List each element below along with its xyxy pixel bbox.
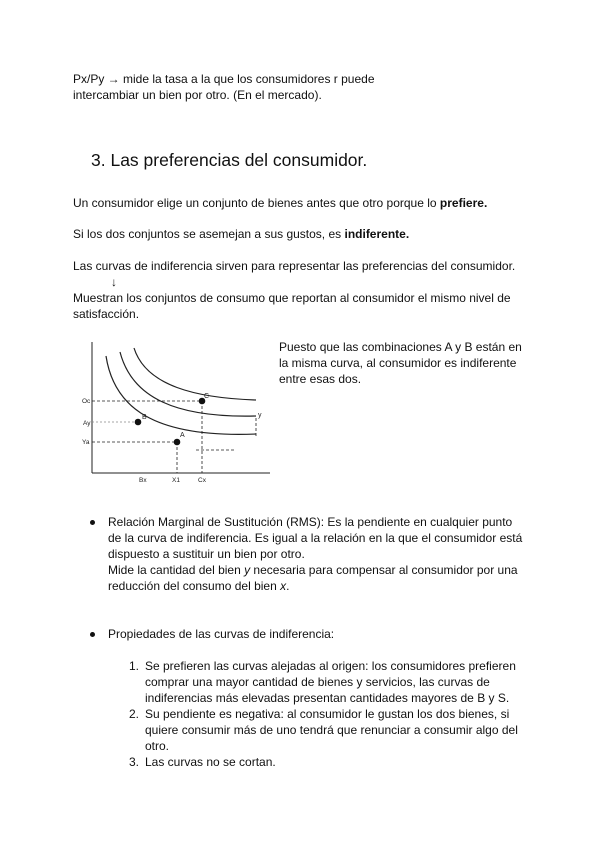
intro-line-2: intercambiar un bien por otro. (En el mercado). <box>73 88 322 102</box>
bold-term: indiferente. <box>344 227 410 241</box>
list-number: 3. <box>128 755 139 769</box>
intro-line-1: Px/Py → mide la tasa a la que los consumidores r puede <box>73 72 375 86</box>
list-number: 1. <box>128 659 139 673</box>
paragraph-text: Un consumidor elige un conjunto de bienes antes que otro porque lo <box>73 196 440 210</box>
indifference-curve-1 <box>106 356 256 434</box>
var-y: y <box>244 563 251 577</box>
property-1-line-3: indiferencias más elevadas presentan cantidades mayores de B y S. <box>145 691 510 705</box>
caption-line-1: Puesto que las combinaciones A y B están en <box>279 340 522 354</box>
indifference-curve-3 <box>134 348 256 400</box>
indifference-curve-graph <box>84 338 274 488</box>
point-a <box>174 439 181 446</box>
point-label-c: C <box>204 393 210 400</box>
rms-line-4-a: Mide la cantidad del bien <box>108 563 245 577</box>
point-b <box>135 419 142 426</box>
property-2-line-3: otro. <box>145 739 170 753</box>
y-label-ya: Ya <box>82 439 90 446</box>
property-2-line-2: quiere consumir más de uno tendrá que renunciar a consumir algo del <box>145 723 518 737</box>
rms-line-5 <box>108 578 289 594</box>
section-title: 3. Las preferencias del consumidor. <box>91 150 368 170</box>
rms-line-5-b: . <box>286 579 290 593</box>
paragraph-muestran-line-2: satisfacción. <box>73 307 140 321</box>
rms-line-4 <box>108 562 518 578</box>
bullet-dot <box>90 632 95 637</box>
x-label-x1: X1 <box>172 477 180 484</box>
property-1-line-2: comprar una mayor cantidad de bienes y servicios, las curvas de <box>145 675 490 689</box>
rms-line-1: Relación Marginal de Sustitución (RMS): Es la pendiente en cualquier punto <box>108 515 513 529</box>
var-x: x <box>280 579 287 593</box>
x-label-cx: Cx <box>198 477 206 484</box>
property-2-line-1: Su pendiente es negativa: al consumidor le gustan los dos bienes, si <box>145 707 510 721</box>
property-1-line-1: Se prefieren las curvas alejadas al origen: los consumidores prefieren <box>145 659 516 673</box>
paragraph-text: Si los dos conjuntos se asemejan a sus gustos, es <box>73 227 345 241</box>
rms-line-4-b: necesaria para compensar al consumidor por una <box>250 563 518 577</box>
point-label-b: B <box>142 414 147 421</box>
bold-term: prefiere. <box>439 196 488 210</box>
caption-line-2: la misma curva, al consumidor es indiferente <box>279 356 517 370</box>
bullet-dot <box>90 520 95 525</box>
point-label-a: A <box>180 432 185 439</box>
rms-line-2: de la curva de indiferencia. Es igual a la relación en la que el consumidor está <box>108 531 523 545</box>
y-label-oc: Oc <box>82 398 91 405</box>
propiedades-heading: Propiedades de las curvas de indiferencia: <box>108 627 335 641</box>
x-label-bx: Bx <box>139 477 147 484</box>
caption-line-3: entre esas dos. <box>279 372 362 386</box>
property-3-line-1: Las curvas no se cortan. <box>145 755 276 769</box>
paragraph-indiferente <box>73 226 409 242</box>
list-number: 2. <box>128 707 139 721</box>
paragraph-curvas: Las curvas de indiferencia sirven para representar las preferencias del consumidor. <box>73 259 516 273</box>
down-arrow-icon: ↓ <box>111 275 117 289</box>
paragraph-prefiere <box>73 195 487 211</box>
rms-line-5-a: reducción del consumo del bien <box>108 579 281 593</box>
paragraph-muestran-line-1: Muestran los conjuntos de consumo que reportan al consumidor el mismo nivel de <box>73 291 511 305</box>
rms-line-3: dispuesto a sustituir un bien por otro. <box>108 547 305 561</box>
curve-label: y <box>258 412 262 419</box>
y-label-ay: Ay <box>83 420 91 427</box>
